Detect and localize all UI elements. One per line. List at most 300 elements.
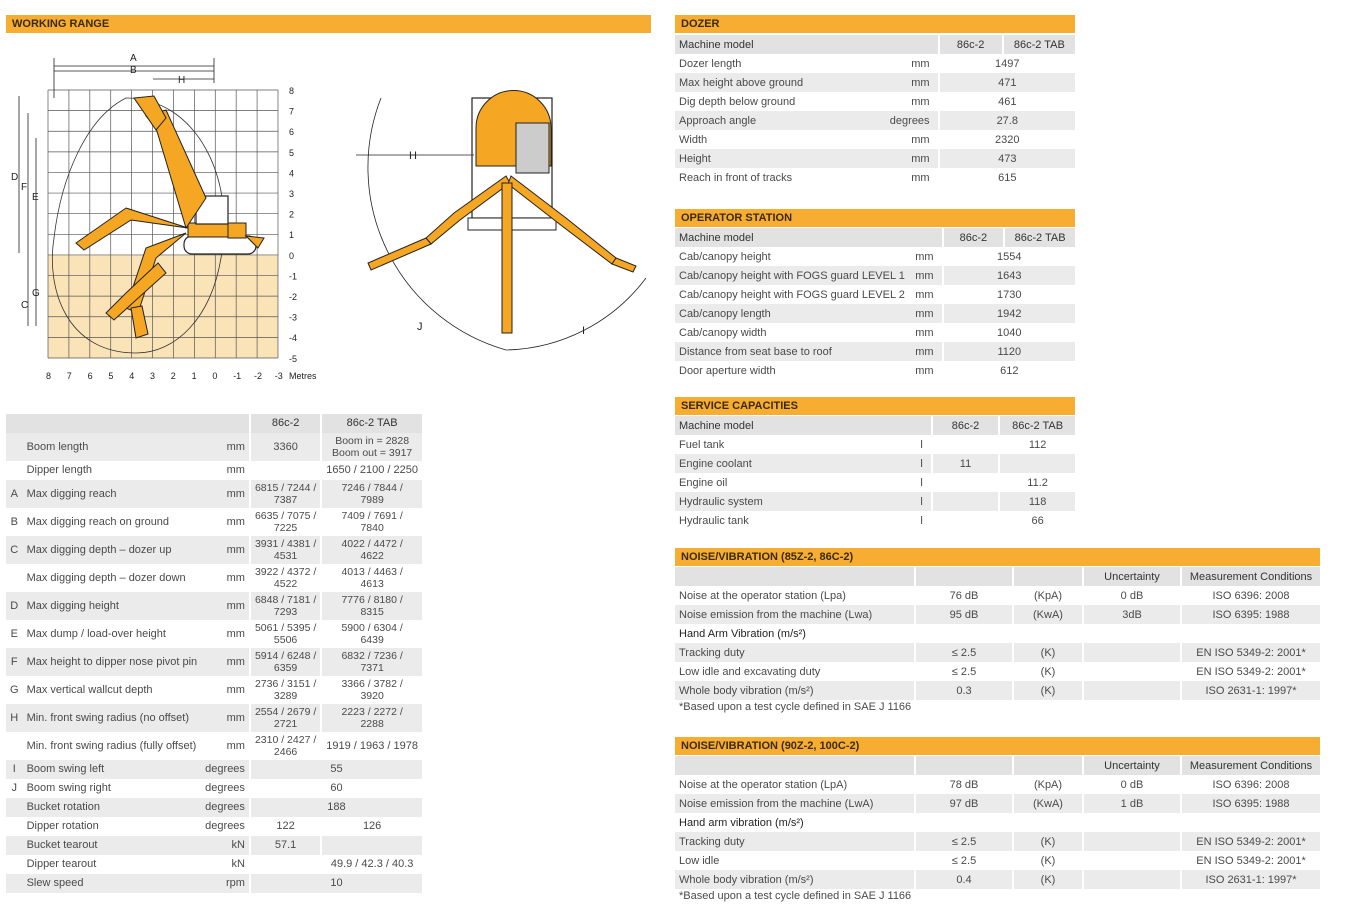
spec-name: Engine coolant — [675, 454, 896, 473]
spec-unit: mm — [226, 739, 245, 752]
spec-name: Cab/canopy height with FOGS guard LEVEL 2 — [679, 288, 905, 301]
noise1-row — [675, 681, 1320, 700]
measure-name: Tracking duty — [675, 832, 915, 851]
uncertainty — [1083, 851, 1181, 870]
spec-name: Max height above ground — [675, 73, 886, 92]
spec-row — [6, 836, 422, 855]
operator-row — [675, 285, 1075, 304]
x-tick-label: -2 — [254, 371, 263, 381]
uncertainty — [1083, 870, 1181, 889]
spec-unit: mm — [226, 515, 245, 528]
spec-value — [932, 492, 999, 511]
spec-unit: degrees — [205, 820, 245, 832]
spec-value — [932, 473, 999, 492]
spec-value-line: 6439 — [360, 634, 384, 646]
measure-unit: (KpA) — [1013, 775, 1083, 794]
spec-value-line: 4613 — [360, 578, 384, 590]
dimension-letter: B — [130, 65, 137, 76]
dozer-row — [675, 73, 1075, 92]
y-tick-label: 5 — [289, 147, 295, 158]
measurement-conditions — [1181, 624, 1320, 643]
spec-value: 2320 — [939, 130, 1075, 149]
measure-unit: (K) — [1013, 870, 1083, 889]
spec-name: Min. front swing radius (fully offset) — [26, 739, 197, 752]
excavator-top-view — [356, 91, 646, 351]
column-header: 86c-2 TAB — [1003, 35, 1075, 54]
spec-unit: kN — [231, 858, 245, 870]
dimension-letter: I — [6, 760, 23, 779]
spec-value — [250, 564, 321, 592]
measure-value: 0.4 — [915, 870, 1013, 889]
spec-value: 27.8 — [939, 111, 1075, 130]
column-header: 86c-2 — [943, 228, 1005, 247]
spec-name: Max digging depth – dozer down — [26, 571, 186, 584]
measure-unit — [1013, 813, 1083, 832]
measure-name: Low idle and excavating duty — [679, 665, 821, 678]
spec-row — [6, 433, 422, 461]
spec-row — [6, 855, 422, 874]
spec-unit: l — [920, 514, 923, 527]
spec-value — [321, 648, 422, 676]
dimension-letter: G — [10, 683, 19, 696]
x-tick-label: 7 — [66, 371, 72, 381]
spec-name: Reach in front of tracks — [679, 171, 793, 184]
spec-name: Max digging reach — [23, 480, 202, 508]
noise2-row — [675, 832, 1320, 851]
x-tick-label: 4 — [129, 371, 135, 381]
spec-row — [6, 704, 422, 732]
spec-value: 1554 — [943, 247, 1075, 266]
noise1-row — [675, 662, 1320, 681]
spec-value-line: 4022 / 4472 / — [341, 538, 403, 550]
spec-value: 49.9 / 42.3 / 40.3 — [321, 855, 422, 874]
spec-value — [250, 508, 321, 536]
spec-name: Max dump / load-over height — [26, 627, 166, 640]
noise2-row — [675, 794, 1320, 813]
spec-value — [321, 508, 422, 536]
measure-value: ≤ 2.5 — [915, 851, 1013, 870]
spec-name: Max vertical wallcut depth — [26, 683, 153, 696]
spec-value — [250, 620, 321, 648]
dimension-letter: D — [6, 592, 23, 620]
operator-station-header: OPERATOR STATION — [675, 209, 1075, 227]
noise-vibration-2-footnote: *Based upon a test cycle defined in SAE J 1166 — [679, 890, 912, 902]
noise1-header-row — [675, 567, 1320, 586]
spec-name: Max digging height — [23, 592, 202, 620]
spec-value: 118 — [999, 492, 1075, 511]
column-header: Measurement Conditions — [1181, 567, 1320, 586]
spec-row — [6, 480, 422, 508]
service-header-row — [675, 416, 1075, 435]
spec-value: 471 — [939, 73, 1075, 92]
spec-value-line: 6815 / 7244 / — [254, 482, 317, 494]
noise2-row — [675, 870, 1320, 889]
spec-unit: mm — [911, 171, 930, 184]
dozer-table — [675, 35, 1075, 187]
column-header — [675, 756, 915, 775]
spec-unit: kN — [201, 836, 250, 855]
spec-value: 615 — [939, 168, 1075, 187]
spec-unit: degrees — [205, 782, 245, 794]
spec-name: Boom length — [23, 433, 202, 461]
spec-row — [6, 874, 422, 893]
service-row — [675, 473, 1075, 492]
column-header: 86c-2 TAB — [321, 414, 422, 433]
spec-unit: mm — [909, 266, 943, 285]
spec-name: Boom swing right — [26, 782, 111, 794]
spec-value-line: 6635 / 7075 / — [254, 510, 317, 522]
noise-vibration-1-footnote: *Based upon a test cycle defined in SAE J 1166 — [679, 701, 912, 713]
measure-value: ≤ 2.5 — [915, 662, 1013, 681]
spec-value — [250, 732, 321, 760]
dimension-letter — [6, 564, 23, 592]
spec-row — [6, 648, 422, 676]
spec-value: 1120 — [943, 342, 1075, 361]
spec-value: 11 — [932, 454, 999, 473]
measurement-conditions: EN ISO 5349-2: 2001* — [1181, 851, 1320, 870]
noise2-row — [675, 813, 1320, 832]
spec-value-line: 2223 / 2272 / — [341, 706, 403, 718]
spec-unit: mm — [915, 326, 934, 339]
x-axis-unit: Metres — [289, 371, 317, 381]
spec-row — [6, 536, 422, 564]
spec-row — [6, 592, 422, 620]
spec-value-line: 2466 — [273, 746, 298, 758]
y-tick-label: 7 — [289, 106, 295, 117]
noise1-row — [675, 605, 1320, 624]
spec-value — [250, 480, 321, 508]
x-tick-label: 8 — [46, 371, 52, 381]
spec-value: 10 — [250, 874, 422, 893]
dozer-row — [675, 111, 1075, 130]
spec-value — [250, 461, 321, 480]
spec-value: 66 — [999, 511, 1075, 530]
spec-value-line: 7246 / 7844 / — [341, 482, 403, 494]
spec-value-line: 7840 — [360, 522, 384, 534]
measurement-conditions: ISO 2631-1: 1997* — [1181, 681, 1320, 700]
spec-value: 1650 / 2100 / 2250 — [321, 461, 422, 480]
measure-unit: (K) — [1013, 643, 1083, 662]
operator-header-row — [675, 228, 1075, 247]
spec-value-line: 7225 — [273, 522, 298, 534]
spec-name: Cab/canopy width — [679, 326, 767, 339]
spec-value-line: 2288 — [360, 718, 384, 730]
dimension-letter: A — [130, 53, 137, 64]
measure-unit: (K) — [1013, 662, 1083, 681]
uncertainty — [1083, 643, 1181, 662]
noise1-row — [675, 586, 1320, 605]
dimension-letter — [6, 817, 23, 836]
spec-value: 126 — [321, 817, 422, 836]
uncertainty — [1083, 681, 1181, 700]
service-row — [675, 511, 1075, 530]
spec-row — [6, 508, 422, 536]
spec-value-line: 4531 — [273, 550, 298, 562]
spec-value-line: 6848 / 7181 / — [254, 594, 317, 606]
operator-station-table — [675, 228, 1075, 380]
column-header: 86c-2 — [932, 416, 999, 435]
measurement-conditions: ISO 2631-1: 1997* — [1181, 870, 1320, 889]
measurement-conditions: EN ISO 5349-2: 2001* — [1181, 643, 1320, 662]
spec-value-line: 7776 / 8180 / — [341, 594, 403, 606]
spec-value-line: 5061 / 5395 / — [254, 622, 317, 634]
noise1-row — [675, 643, 1320, 662]
service-row — [675, 435, 1075, 454]
spec-value — [321, 433, 422, 461]
spec-row — [6, 798, 422, 817]
spec-value — [321, 536, 422, 564]
spec-unit: degrees — [201, 760, 250, 779]
spec-name: Bucket rotation — [23, 798, 202, 817]
spec-name: Min. front swing radius (no offset) — [23, 704, 202, 732]
spec-unit: mm — [226, 627, 245, 640]
column-header: Measurement Conditions — [1181, 756, 1320, 775]
column-header — [1013, 756, 1083, 775]
operator-row — [675, 304, 1075, 323]
measure-value: 76 dB — [915, 586, 1013, 605]
spec-name: Cab/canopy length — [675, 304, 909, 323]
spec-name: Slew speed — [23, 874, 202, 893]
spec-name: Hydraulic system — [675, 492, 896, 511]
column-header: 86c-2 — [939, 35, 1003, 54]
measure-name: Noise at the operator station (Lpa) — [679, 589, 846, 602]
spec-value — [250, 676, 321, 704]
spec-value-line: 5900 / 6304 / — [341, 622, 403, 634]
service-row — [675, 454, 1075, 473]
spec-unit: mm — [911, 95, 930, 108]
spec-value — [250, 648, 321, 676]
spec-row — [6, 461, 422, 480]
spec-name: Boom swing left — [23, 760, 202, 779]
spec-unit: mm — [201, 536, 250, 564]
y-tick-label: 1 — [289, 230, 295, 241]
spec-unit: mm — [911, 57, 930, 70]
uncertainty: 1 dB — [1083, 794, 1181, 813]
spec-name: Bucket tearout — [23, 836, 202, 855]
spec-name: Engine oil — [679, 476, 728, 489]
uncertainty: 3dB — [1083, 605, 1181, 624]
dimension-letter: F — [21, 182, 28, 193]
uncertainty: 0 dB — [1083, 586, 1181, 605]
spec-value-line: Boom in = 2828 — [335, 435, 410, 447]
x-tick-label: 1 — [191, 371, 197, 381]
dimension-letter: A — [6, 480, 23, 508]
column-header: 86c-2 TAB — [999, 416, 1075, 435]
x-tick-label: 5 — [108, 371, 114, 381]
spec-value: 461 — [939, 92, 1075, 111]
spec-name: Approach angle — [675, 111, 886, 130]
measure-name: Whole body vibration (m/s²) — [675, 870, 915, 889]
spec-value-line: 4013 / 4463 / — [341, 566, 403, 578]
spec-value-line: 3920 — [360, 690, 384, 702]
measure-value: 0.3 — [915, 681, 1013, 700]
spec-unit: mm — [915, 250, 934, 263]
x-tick-label: 2 — [170, 371, 176, 381]
spec-row — [6, 760, 422, 779]
spec-name: Width — [679, 133, 708, 146]
uncertainty — [1083, 662, 1181, 681]
operator-row — [675, 247, 1075, 266]
x-tick-label: -3 — [274, 371, 283, 381]
spec-name: Max digging reach on ground — [26, 515, 170, 528]
spec-value-line: 5914 / 6248 / — [254, 650, 317, 662]
spec-value: 188 — [250, 798, 422, 817]
uncertainty: 0 dB — [1083, 775, 1181, 794]
spec-name: Cab/canopy height — [679, 250, 771, 263]
service-row — [675, 492, 1075, 511]
column-header: Machine model — [675, 228, 909, 247]
x-tick-label: 0 — [212, 371, 218, 381]
spec-value — [250, 536, 321, 564]
spec-unit: mm — [201, 592, 250, 620]
spec-unit: mm — [201, 433, 250, 461]
measurement-conditions: ISO 6395: 1988 — [1181, 605, 1320, 624]
measurement-conditions: ISO 6396: 2008 — [1181, 586, 1320, 605]
x-tick-label: 6 — [87, 371, 93, 381]
spec-value — [321, 836, 422, 855]
dozer-header: DOZER — [675, 15, 1075, 33]
spec-value — [321, 676, 422, 704]
spec-value: 57.1 — [250, 836, 321, 855]
noise-vibration-1-header: NOISE/VIBRATION (85Z-2, 86C-2) — [675, 548, 1320, 566]
column-header — [675, 567, 915, 586]
measure-name: Hand arm vibration (m/s²) — [679, 816, 804, 829]
dimension-letter — [6, 433, 23, 461]
spec-name: Dipper rotation — [26, 820, 99, 832]
spec-row — [6, 732, 422, 760]
noise2-header-row — [675, 756, 1320, 775]
y-tick-label: 2 — [289, 209, 295, 220]
dimensions-table — [6, 414, 422, 893]
spec-row — [6, 564, 422, 592]
dimension-letter — [6, 732, 23, 760]
spec-unit: mm — [911, 133, 930, 146]
dimension-letter: H — [6, 704, 23, 732]
column-header — [915, 567, 1013, 586]
measure-value — [915, 624, 1013, 643]
measure-value: ≤ 2.5 — [915, 643, 1013, 662]
spec-row — [6, 620, 422, 648]
spec-unit: l — [920, 438, 923, 451]
noise-vibration-2-table — [675, 756, 1320, 889]
spec-value: 55 — [250, 760, 422, 779]
measure-name: Noise emission from the machine (Lwa) — [675, 605, 915, 624]
y-tick-label: 6 — [289, 127, 295, 138]
spec-value: 1497 — [939, 54, 1075, 73]
noise-vibration-2-header: NOISE/VIBRATION (90Z-2, 100C-2) — [675, 737, 1320, 755]
measure-value — [915, 813, 1013, 832]
spec-unit: mm — [201, 480, 250, 508]
spec-value — [932, 435, 999, 454]
spec-value — [321, 480, 422, 508]
uncertainty — [1083, 813, 1181, 832]
dimension-letter — [6, 855, 23, 874]
swing-letter: H — [409, 150, 417, 162]
spec-unit: mm — [915, 364, 934, 377]
spec-value-line: 5506 — [273, 634, 298, 646]
spec-name: Distance from seat base to roof — [675, 342, 909, 361]
spec-header-row — [6, 414, 422, 433]
y-tick-label: 3 — [289, 189, 295, 199]
measurement-conditions: ISO 6396: 2008 — [1181, 775, 1320, 794]
spec-value: 473 — [939, 149, 1075, 168]
dimension-letter: D — [11, 172, 19, 183]
measure-unit: (K) — [1013, 832, 1083, 851]
swing-letter: J — [417, 321, 423, 333]
spec-unit: mm — [886, 149, 939, 168]
dimension-letter — [6, 461, 23, 480]
y-tick-label: -3 — [289, 312, 298, 323]
spec-name: Max digging depth – dozer up — [23, 536, 202, 564]
spec-value-line: 3366 / 3782 / — [341, 678, 403, 690]
spec-value — [250, 592, 321, 620]
spec-value — [999, 454, 1075, 473]
spec-value: 1643 — [943, 266, 1075, 285]
spec-value: 1919 / 1963 / 1978 — [321, 732, 422, 760]
measure-unit: (KwA) — [1013, 794, 1083, 813]
spec-value-line: 3922 / 4372 / — [254, 566, 317, 578]
operator-row — [675, 361, 1075, 380]
measure-name: Noise emission from the machine (LwA) — [675, 794, 915, 813]
column-header: Machine model — [675, 35, 886, 54]
working-range-header: WORKING RANGE — [6, 15, 651, 33]
spec-name: Dipper tearout — [26, 858, 97, 870]
column-header: 86c-2 — [250, 414, 321, 433]
dozer-row — [675, 149, 1075, 168]
y-tick-label: -1 — [289, 271, 298, 282]
operator-row — [675, 266, 1075, 285]
dimension-letter: F — [6, 648, 23, 676]
measure-unit: (K) — [1013, 851, 1083, 870]
column-header: Uncertainty — [1083, 567, 1181, 586]
spec-value — [932, 511, 999, 530]
spec-unit: mm — [915, 288, 934, 301]
spec-name: Fuel tank — [679, 438, 725, 451]
spec-name: Max height to dipper nose pivot pin — [23, 648, 202, 676]
dimension-letter — [6, 836, 23, 855]
spec-value-line: 6359 — [273, 662, 298, 674]
spec-value: 60 — [250, 779, 422, 798]
spec-value: 1730 — [943, 285, 1075, 304]
measure-unit: (KpA) — [1013, 586, 1083, 605]
spec-name: Hydraulic tank — [679, 514, 749, 527]
column-header — [1013, 567, 1083, 586]
dozer-row — [675, 130, 1075, 149]
y-tick-label: 8 — [289, 86, 295, 96]
dozer-row — [675, 168, 1075, 187]
spec-value-line: 7409 / 7691 / — [341, 510, 403, 522]
spec-unit: l — [896, 492, 932, 511]
spec-unit: mm — [201, 648, 250, 676]
dimension-letter: B — [10, 515, 18, 528]
spec-unit: mm — [226, 683, 245, 696]
measure-name: Tracking duty — [675, 643, 915, 662]
spec-unit: degrees — [886, 111, 939, 130]
y-tick-label: 4 — [289, 168, 295, 179]
spec-unit: l — [896, 454, 932, 473]
spec-row — [6, 676, 422, 704]
measure-unit: (KwA) — [1013, 605, 1083, 624]
measure-value: 97 dB — [915, 794, 1013, 813]
uncertainty — [1083, 624, 1181, 643]
spec-value: 112 — [999, 435, 1075, 454]
noise2-row — [675, 775, 1320, 794]
spec-value-line: 2554 / 2679 / — [254, 706, 317, 718]
spec-unit: mm — [226, 464, 245, 476]
column-header: Uncertainty — [1083, 756, 1181, 775]
spec-unit: mm — [909, 342, 943, 361]
noise2-row — [675, 851, 1320, 870]
